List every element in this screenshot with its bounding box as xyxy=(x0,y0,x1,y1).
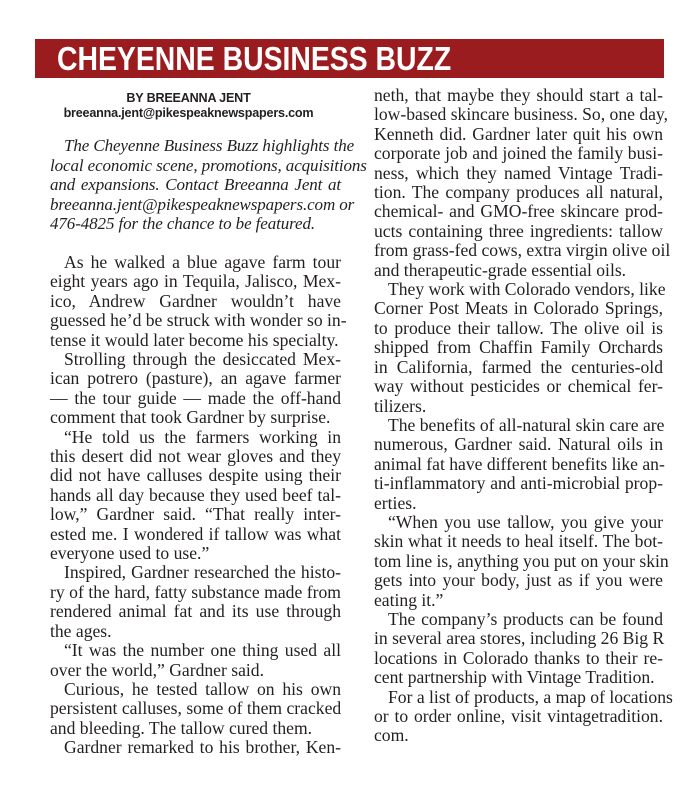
text-line: The benefits of all-natural skin care are xyxy=(388,414,665,435)
text-line: or to order online, visit vintagetradition. xyxy=(374,706,663,726)
byline-author: BY BREEANNA JENT xyxy=(126,91,251,105)
text-line: tense it would later become his specialty. xyxy=(50,329,339,350)
text-line: They work with Colorado vendors, like xyxy=(388,279,666,300)
text-line: breeanna.jent@pikespeaknewspapers.com or xyxy=(50,194,355,214)
article-paragraph xyxy=(360,279,666,416)
text-line: ican potrero (pasture), an agave farmer xyxy=(50,368,341,389)
text-line: For a list of products, a map of locations xyxy=(388,686,673,707)
text-line: in several area stores, including 26 Big R xyxy=(374,628,665,649)
text-line: Inspired, Gardner researched the histo- xyxy=(64,562,341,583)
text-line: animal fat have different benefits like an- xyxy=(374,453,665,474)
text-line: way without pesticides or chemical fer- xyxy=(374,376,663,397)
article-body-left xyxy=(36,251,347,758)
text-line: com. xyxy=(374,725,409,746)
text-line: ti-inflammatory and anti-microbial prop- xyxy=(374,473,663,494)
text-line: ested me. I wondered if tallow was what xyxy=(50,523,341,544)
article-paragraph xyxy=(36,251,347,350)
text-line: shipped from Chaffin Family Orchards xyxy=(374,337,663,358)
text-line: tion. The company produces all natural, xyxy=(374,182,663,203)
text-line: eating it.” xyxy=(374,589,444,610)
text-line: The company’s products can be found xyxy=(388,608,663,629)
text-line: Strolling through the desiccated Mex- xyxy=(64,349,341,369)
article-paragraph xyxy=(36,738,341,757)
article-paragraph xyxy=(360,511,669,610)
text-line: Corner Post Meats in Colorado Springs, xyxy=(374,298,663,319)
text-line: ness, which they named Vintage Tradi- xyxy=(374,162,663,183)
text-line: “When you use tallow, you give your xyxy=(388,511,663,532)
byline-email: breeanna.jent@pikespeaknewspapers.com xyxy=(63,106,314,120)
article-column-right xyxy=(360,85,673,746)
text-line: hands all day because they used beef tal- xyxy=(50,484,341,505)
text-line: and therapeutic-grade essential oils. xyxy=(374,259,627,280)
text-line: locations in Colorado thanks to their re- xyxy=(374,647,663,668)
article-paragraph xyxy=(36,428,341,564)
text-line: rendered animal fat and its use through xyxy=(50,601,341,622)
article-paragraph xyxy=(36,350,341,428)
text-line: this desert did not wear gloves and they xyxy=(50,446,341,467)
text-line: gets into your body, just as if you were xyxy=(374,570,663,591)
text-line: tilizers. xyxy=(374,395,427,416)
text-line: and bleeding. The tallow cured them. xyxy=(50,717,313,738)
column-intro-blurb xyxy=(36,136,367,234)
text-line: everyone used to use.” xyxy=(50,543,210,564)
text-line: numerous, Gardner said. Natural oils in xyxy=(374,434,663,455)
byline xyxy=(36,91,341,121)
article-paragraph xyxy=(360,416,663,513)
text-line: guessed he’d be struck with wonder so in- xyxy=(50,310,347,331)
article-paragraph xyxy=(36,641,341,680)
text-line: over the world,” Gardner said. xyxy=(50,659,264,680)
text-line: comment that took Gardner by surprise. xyxy=(50,407,331,428)
text-line: Gardner remarked to his brother, Ken- xyxy=(64,737,341,758)
text-line: corporate job and joined the family busi- xyxy=(374,143,663,164)
text-line: “It was the number one thing used all xyxy=(64,640,341,661)
text-line: Curious, he tested tallow on his own xyxy=(64,678,341,699)
article-body-right xyxy=(360,85,673,746)
text-line: neth, that maybe they should start a tal- xyxy=(374,85,663,105)
article-paragraph xyxy=(36,680,341,738)
article-paragraph xyxy=(360,85,671,280)
text-line: ico, Andrew Gardner wouldn’t have xyxy=(50,290,341,311)
text-line: “He told us the farmers working in xyxy=(64,426,341,447)
section-banner xyxy=(35,39,664,78)
text-line: and expansions. Contact Breeanna Jent at xyxy=(50,175,341,195)
text-line: to produce their tallow. The olive oil is xyxy=(374,317,663,338)
text-line: eight years ago in Tequila, Jalisco, Mex- xyxy=(50,271,341,292)
text-line: erties. xyxy=(374,492,417,513)
text-line: from grass-fed cows, extra virgin olive oil xyxy=(374,240,671,261)
text-line: ucts containing three ingredients: tallow xyxy=(374,220,663,241)
text-line: low,” Gardner said. “That really inter- xyxy=(50,504,341,525)
text-line: skin what it needs to heal itself. The bot- xyxy=(374,531,663,552)
text-line: ry of the hard, fatty substance made from xyxy=(50,581,341,602)
text-line: cent partnership with Vintage Tradition. xyxy=(374,667,655,688)
text-line: the ages. xyxy=(50,620,112,641)
text-line: chemical- and GMO-free skincare prod- xyxy=(374,201,663,222)
text-line: did not have calluses despite using their xyxy=(50,465,341,486)
article-paragraph xyxy=(360,686,673,746)
article-paragraph xyxy=(36,563,341,641)
text-line: 476-4825 for the chance to be featured. xyxy=(50,214,316,234)
text-line: — the tour guide — made the off-hand xyxy=(50,387,341,408)
text-line: local economic scene, promotions, acquisitions xyxy=(50,155,367,175)
article-paragraph xyxy=(360,610,663,688)
text-line: low-based skincare business. So, one day, xyxy=(374,104,668,125)
text-line: in California, farmed the centuries-old xyxy=(374,356,663,377)
article-column-left xyxy=(36,86,367,758)
text-line: persistent calluses, some of them cracked xyxy=(50,698,342,719)
text-line: The Cheyenne Business Buzz highlights the xyxy=(64,136,355,155)
section-title: CHEYENNE BUSINESS BUZZ xyxy=(57,40,452,77)
text-line: As he walked a blue agave farm tour xyxy=(64,251,341,272)
text-line: tom line is, anything you put on your skin xyxy=(374,550,669,571)
text-line: Kenneth did. Gardner later quit his own xyxy=(374,123,663,144)
